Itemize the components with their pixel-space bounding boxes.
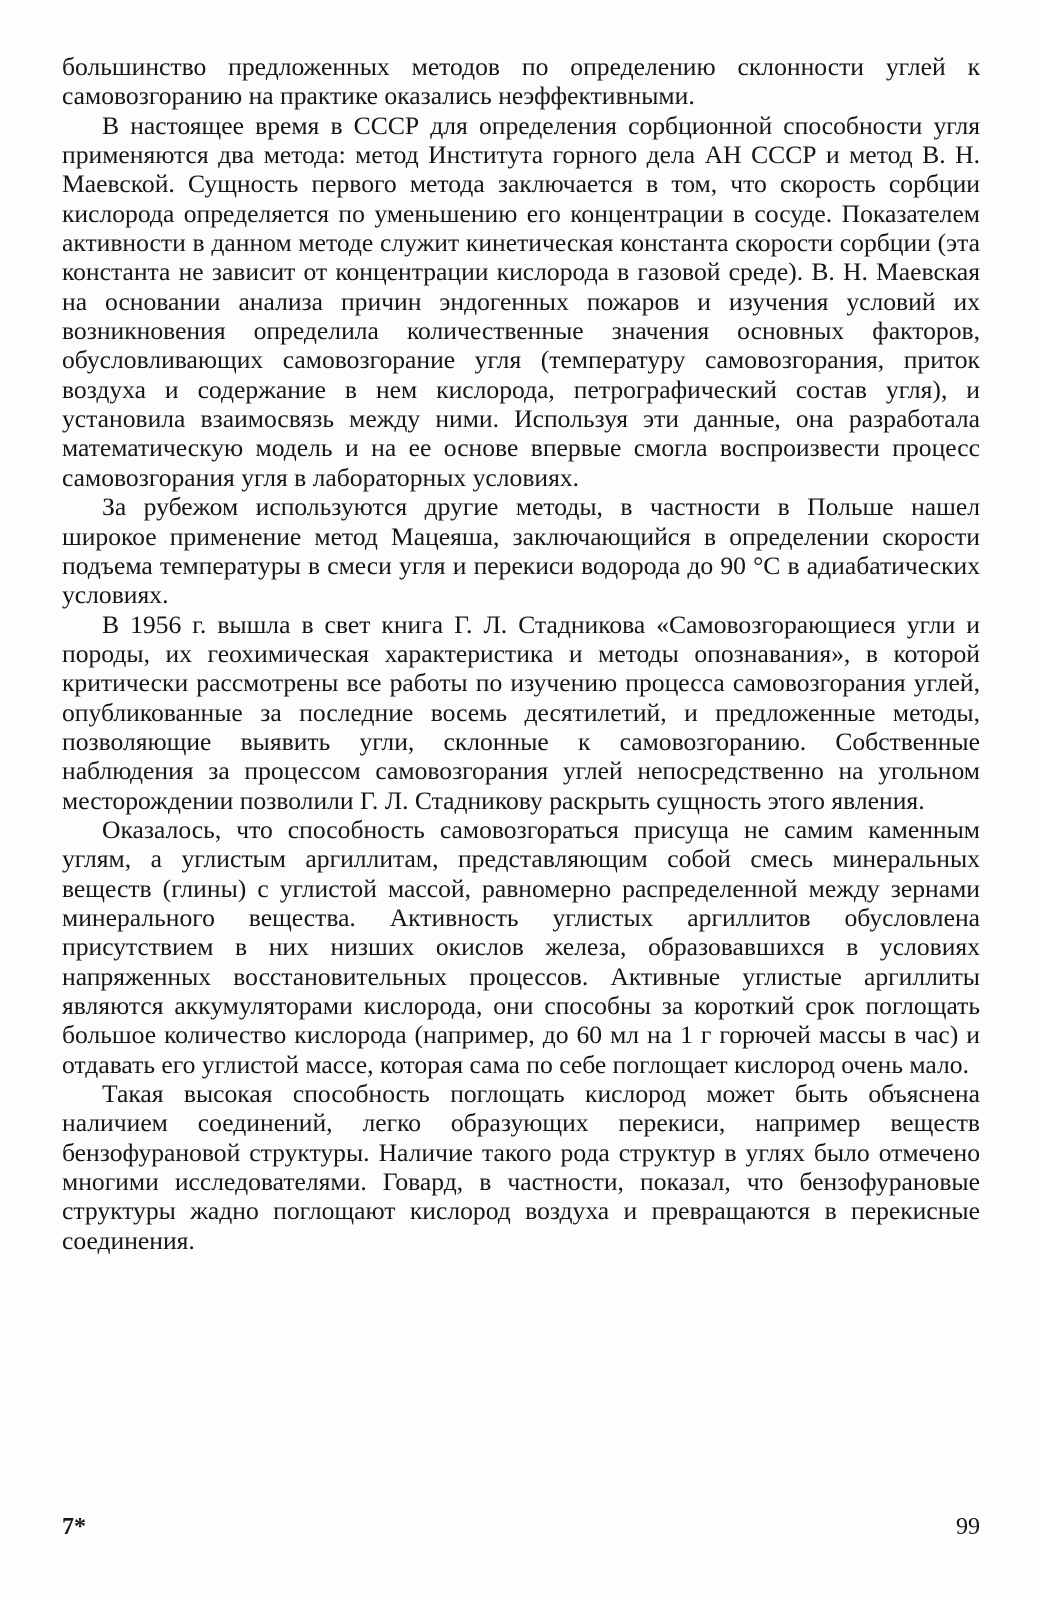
paragraph-continued: большинство предложенных методов по определению склонности углей к самовозгоранию на практике оказались неэффективными. [62,52,980,111]
signature-mark: 7* [62,1514,86,1540]
paragraph: Такая высокая способность поглощать кислород может быть объяснена наличием соединений, легко образующих перекиси, например веществ бензофурановой структуры. Наличие такого рода структур в углях было отмечено многими исследователями. Говард, в частности, показал, что бензофурановые структуры жадно поглощают кислород воздуха и превращаются в перекисные соединения. [62,1079,980,1255]
paragraph: В 1956 г. вышла в свет книга Г. Л. Стадникова «Самовозгорающиеся угли и породы, их геохимическая характеристика и методы опознавания», в которой критически рассмотрены все работы по изучению процесса самовозгорания углей, опубликованные за последние восемь десятилетий, и предложенные методы, позволяющие выявить угли, склонные к самовозгоранию. Собственные наблюдения за процессом самовозгорания углей непосредственно на угольном месторождении позволили Г. Л. Стадникову раскрыть сущность этого явления. [62,609,980,815]
body-text [62,52,980,1255]
paragraph: Оказалось, что способность самовозгораться присуща не самим каменным углям, а углистым аргиллитам, представляющим собой смесь минеральных веществ (глины) с углистой массой, равномерно распределенной между зернами минерального вещества. Активность углистых аргиллитов обусловлена присутствием в них низших окислов железа, образовавшихся в условиях напряженных восстановительных процессов. Активные углистые аргиллиты являются аккумуляторами кислорода, они способны за короткий срок поглощать большое количество кислорода (например, до 60 мл на 1 г горючей массы в час) и отдавать его углистой массе, которая сама по себе поглощает кислород очень мало. [62,814,980,1079]
page-footer [62,1514,980,1548]
paragraph: За рубежом используются другие методы, в частности в Польше нашел широкое применение метод Мацеяша, заключающийся в определении скорости подъема температуры в смеси угля и перекиси водорода до 90 °C в адиабатических условиях. [62,492,980,610]
paragraph: В настоящее время в СССР для определения сорбционной способности угля применяются два метода: метод Института горного дела АН СССР и метод В. Н. Маевской. Сущность первого метода заключается в том, что скорость сорбции кислорода определяется по уменьшению его концентрации в сосуде. Показателем активности в данном методе служит кинетическая константа скорости сорбции (эта константа не зависит от концентрации кислорода в газовой среде). В. Н. Маевская на основании анализа причин эндогенных пожаров и изучения условий их возникновения определила количественные значения основных факторов, обусловливающих самовозгорание угля (температуру самовозгорания, приток воздуха и содержание в нем кислорода, петрографический состав угля), и установила взаимосвязь между ними. Используя эти данные, она разработала математическую модель и на ее основе впервые смогла воспроизвести процесс самовозгорания угля в лабораторных условиях. [62,110,980,492]
page-number: 99 [956,1514,980,1540]
